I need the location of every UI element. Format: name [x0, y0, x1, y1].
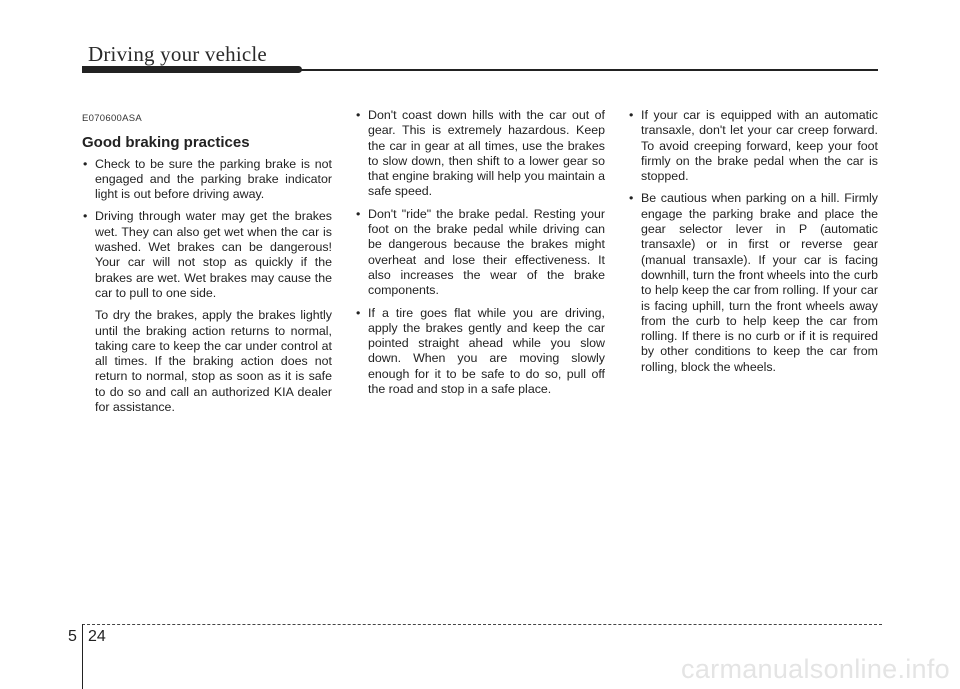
list-item: • Don't "ride" the brake pedal. Resting your foot on the brake pedal while driving can be dangerous because the brakes might overheat and lose their effectiveness. It also increases the wear of the brake components. — [355, 207, 605, 299]
indented-paragraph: To dry the brakes, apply the brakes lightly until the braking action returns to normal, taking care to keep the car under control at all times. If the braking action does not return to normal, stop as soon as it is safe to do so and call an authorized KIA dealer for assistance. — [95, 308, 332, 415]
header-rule-thin — [300, 69, 878, 71]
footer-divider — [82, 624, 83, 689]
page-number: 24 — [88, 628, 106, 645]
column-3 — [628, 108, 878, 382]
section-heading: Good braking practices — [82, 134, 250, 152]
bullet-list-1 — [82, 157, 332, 302]
list-item: • Check to be sure the parking brake is not engaged and the parking brake indicator light is out before driving away. — [82, 157, 332, 203]
section-number: 5 — [68, 628, 77, 645]
column-1 — [82, 111, 332, 415]
page-header-title: Driving your vehicle — [88, 42, 267, 66]
header-rule-thick — [82, 66, 302, 73]
list-item: • If your car is equipped with an automatic transaxle, don't let your car creep forward. To avoid creeping forward, keep your foot firmly on the brake pedal when the car is stopped. — [628, 108, 878, 184]
bullet-list-3 — [628, 108, 878, 375]
section-code: E070600ASA — [82, 113, 143, 124]
footer-rule — [82, 624, 882, 625]
watermark: carmanualsonline.info — [681, 654, 950, 684]
list-item: • If a tire goes flat while you are driving, apply the brakes gently and keep the car pointed straight ahead while you slow down. When you are moving slowly enough for it to be safe to do so, pull off the road and stop in a safe place. — [355, 306, 605, 398]
bullet-list-2 — [355, 108, 605, 397]
list-item: • Be cautious when parking on a hill. Firmly engage the parking brake and place the gear selector lever in P (automatic transaxle) or in first or reverse gear (manual transaxle). If your car is facing downhill, turn the front wheels into the curb to help keep the car from rolling. If your car is facing uphill, turn the front wheels away from the curb to help keep the car from rolling. If there is no curb or if it is required by other conditions to keep the car from rolling, block the wheels. — [628, 191, 878, 375]
list-item: • Driving through water may get the brakes wet. They can also get wet when the car is washed. Wet brakes can be dangerous! Your car will not stop as quickly if the brakes are wet. Wet brakes may cause the car to pull to one side. — [82, 209, 332, 301]
column-2 — [355, 108, 605, 404]
list-item: • Don't coast down hills with the car out of gear. This is extremely hazardous. Keep the car in gear at all times, use the brakes to slow down, then shift to a lower gear so that engine braking will help you maintain a safe speed. — [355, 108, 605, 200]
